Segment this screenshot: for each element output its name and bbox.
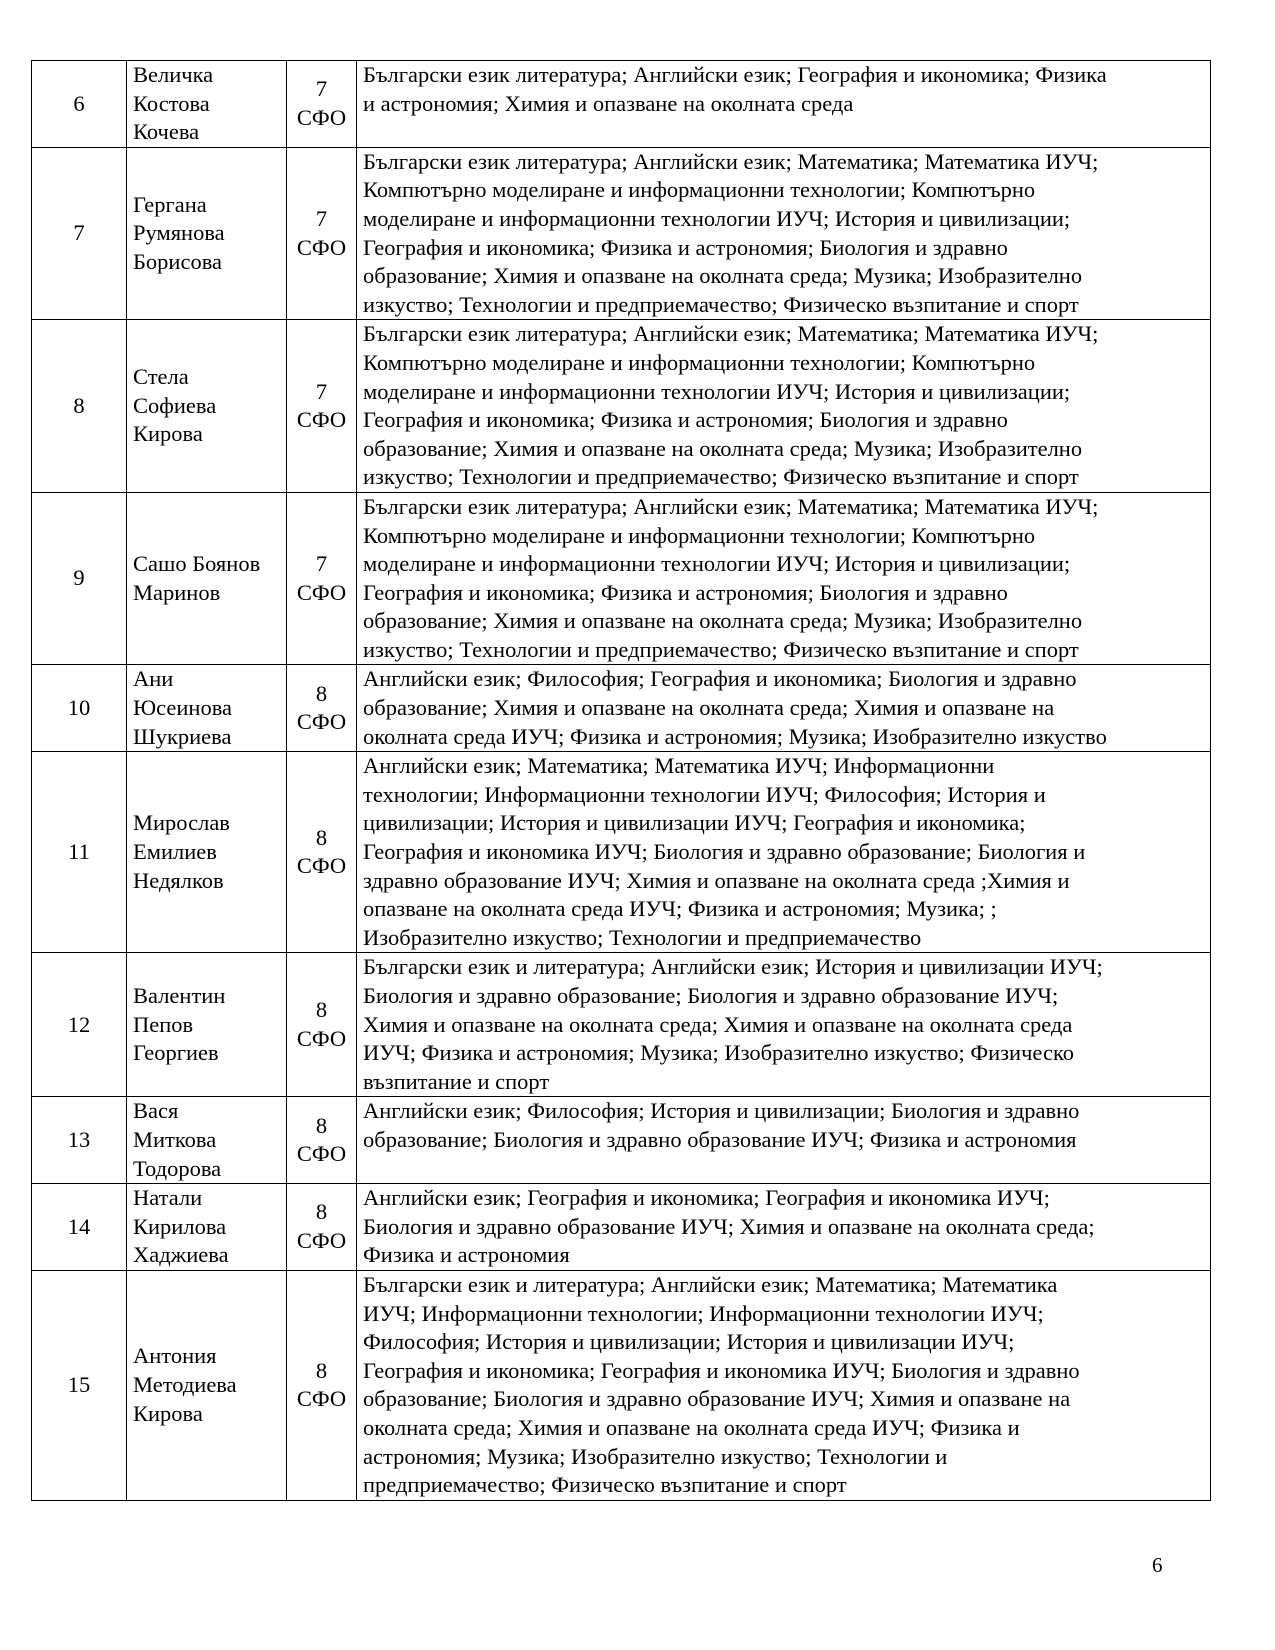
teacher-name-line: Кирилова (133, 1213, 227, 1239)
table-row (32, 147, 1211, 320)
teacher-name-line: Недялков (133, 867, 224, 893)
teacher-name-line: Пепов (133, 1011, 194, 1037)
subjects-list-line: изкуство; Технологии и предприемачество; Физическо възпитание и спорт (363, 636, 1079, 662)
teacher-name (127, 1097, 287, 1184)
subjects-list-line: технологии; Информационни технологии ИУЧ; Философия; История и (363, 781, 1046, 807)
teacher-name-line: Емилиев (133, 839, 217, 865)
class-group-line: СФО (296, 1228, 347, 1254)
class-group-line: СФО (296, 1386, 347, 1412)
table-row (32, 665, 1211, 752)
subjects-list-line: моделиране и информационни технологии ИУЧ; История и цивилизации; (363, 551, 1071, 577)
teacher-name-line: Величка (133, 62, 214, 87)
class-group (287, 61, 357, 148)
teacher-name-line: Борисова (133, 248, 223, 274)
teacher-name-line: Валентин (133, 983, 226, 1008)
teacher-name (127, 61, 287, 148)
subjects-list-line: околната среда; Химия и опазване на околната среда ИУЧ; Физика и (363, 1414, 1020, 1440)
table-row (32, 752, 1211, 953)
teacher-name-line: Софиева (133, 392, 217, 418)
subjects-list-line: География и икономика; Физика и астрономия; Биология и здравно (363, 579, 1008, 605)
teacher-name-line: Мирослав (133, 810, 230, 836)
subjects-list-line: опазване на околната среда ИУЧ; Физика и астрономия; Музика; ; (363, 896, 997, 922)
subjects-list-line: География и икономика; Физика и астрономия; Биология и здравно (363, 234, 1008, 260)
subjects-list-line: моделиране и информационни технологии ИУЧ; История и цивилизации; (363, 378, 1071, 404)
subjects-list (357, 147, 1211, 320)
subjects-list-line: Английски език; Философия; География и икономика; Биология и здравно (363, 666, 1077, 692)
teacher-name-line: Кирова (133, 421, 203, 447)
teacher-name (127, 1270, 287, 1500)
table-row (32, 953, 1211, 1097)
subjects-list (357, 492, 1211, 665)
subjects-list-line: и астрономия; Химия и опазване на околната среда (363, 90, 854, 116)
class-group-line: 7 (315, 205, 328, 231)
teachers-subjects-table (31, 60, 1211, 1501)
page-number: 6 (1152, 1553, 1163, 1577)
subjects-list (357, 1270, 1211, 1500)
subjects-list-line: образование; Химия и опазване на околната среда; Музика; Изобразително (363, 608, 1083, 634)
row-number: 10 (32, 665, 127, 752)
class-group-line: 8 (315, 997, 328, 1023)
teacher-name-line: Ани (133, 666, 174, 692)
subjects-list (357, 752, 1211, 953)
subjects-list-line: Български език литература; Английски език; Математика; Математика ИУЧ; (363, 493, 1099, 519)
teacher-name (127, 752, 287, 953)
table-body (32, 61, 1211, 1501)
class-group-line: СФО (296, 1025, 347, 1051)
subjects-list-line: образование; Химия и опазване на околната среда; Химия и опазване на (363, 695, 1055, 721)
teacher-name (127, 1184, 287, 1271)
row-number: 8 (32, 320, 127, 493)
teacher-name (127, 953, 287, 1097)
teacher-name-line: Хаджиева (133, 1242, 229, 1268)
row-number: 7 (32, 147, 127, 320)
subjects-list-line: Български език и литература; Английски език; Математика; Математика (363, 1271, 1058, 1297)
subjects-list-line: образование; Биология и здравно образование ИУЧ; Химия и опазване на (363, 1386, 1071, 1412)
class-group-line: 7 (315, 378, 328, 404)
class-group-line: 8 (315, 1199, 328, 1225)
subjects-list-line: Философия; История и цивилизации; История и цивилизации ИУЧ; (363, 1329, 1015, 1355)
table-row (32, 320, 1211, 493)
class-group (287, 752, 357, 953)
subjects-list (357, 61, 1211, 148)
row-number: 13 (32, 1097, 127, 1184)
class-group-line: СФО (296, 407, 347, 433)
subjects-list-line: Биология и здравно образование ИУЧ; Химия и опазване на околната среда; (363, 1213, 1095, 1239)
subjects-list-line: образование; Биология и здравно образование ИУЧ; Физика и астрономия (363, 1126, 1077, 1152)
subjects-list-line: околната среда ИУЧ; Физика и астрономия; Музика; Изобразително изкуство (363, 723, 1107, 749)
teacher-name-line: Стела (133, 364, 189, 390)
row-number: 12 (32, 953, 127, 1097)
subjects-list-line: здравно образование ИУЧ; Химия и опазване на околната среда ;Химия и (363, 867, 1070, 893)
row-number: 15 (32, 1270, 127, 1500)
teacher-name-line: Тодорова (133, 1155, 222, 1181)
class-group-line: 8 (315, 1112, 328, 1138)
class-group-line: СФО (296, 853, 347, 879)
class-group (287, 665, 357, 752)
subjects-list-line: Компютърно моделиране и информационни технологии; Компютърно (363, 177, 1036, 203)
class-group-line: 7 (315, 76, 328, 102)
teacher-name-line: Гергана (133, 191, 207, 217)
teacher-name (127, 147, 287, 320)
class-group (287, 1270, 357, 1500)
teacher-name (127, 320, 287, 493)
table-row (32, 1097, 1211, 1184)
subjects-list-line: Компютърно моделиране и информационни технологии; Компютърно (363, 522, 1036, 548)
subjects-list-line: изкуство; Технологии и предприемачество; Физическо възпитание и спорт (363, 291, 1079, 317)
subjects-list-line: География и икономика; География и икономика ИУЧ; Биология и здравно (363, 1357, 1080, 1383)
class-group-line: СФО (296, 104, 347, 130)
subjects-list-line: Химия и опазване на околната среда; Химия и опазване на околната среда (363, 1011, 1073, 1037)
teacher-name-line: Шукриева (133, 723, 232, 749)
class-group-line: СФО (296, 579, 347, 605)
teacher-name-line: Костова (133, 90, 210, 116)
subjects-list-line: География и икономика; Физика и астрономия; Биология и здравно (363, 407, 1008, 433)
teacher-name (127, 492, 287, 665)
subjects-list-line: Физика и астрономия (363, 1242, 570, 1268)
subjects-list-line: образование; Химия и опазване на околната среда; Музика; Изобразително (363, 263, 1083, 289)
table-row (32, 1184, 1211, 1271)
subjects-list-line: Английски език; Философия; История и цивилизации; Биология и здравно (363, 1098, 1080, 1124)
teacher-name-line: Румянова (133, 220, 225, 246)
subjects-list-line: моделиране и информационни технологии ИУЧ; История и цивилизации; (363, 205, 1071, 231)
subjects-list-line: Изобразително изкуство; Технологии и предприемачество (363, 924, 922, 950)
row-number: 14 (32, 1184, 127, 1271)
teacher-name-line: Кирова (133, 1400, 203, 1426)
teacher-name-line: Сашо Боянов (133, 551, 261, 577)
subjects-list-line: География и икономика ИУЧ; Биология и здравно образование; Биология и (363, 839, 1086, 865)
teacher-name-line: Миткова (133, 1126, 217, 1152)
subjects-list (357, 1184, 1211, 1271)
subjects-list-line: изкуство; Технологии и предприемачество; Физическо възпитание и спорт (363, 464, 1079, 490)
subjects-list-line: Английски език; Математика; Математика ИУЧ; Информационни (363, 753, 995, 779)
class-group (287, 953, 357, 1097)
teacher-name-line: Методиева (133, 1372, 237, 1398)
class-group-line: СФО (296, 709, 347, 735)
teacher-name-line: Антония (133, 1343, 217, 1369)
teacher-name (127, 665, 287, 752)
teacher-name-line: Маринов (133, 579, 221, 605)
subjects-list-line: възпитание и спорт (363, 1068, 550, 1094)
subjects-list (357, 665, 1211, 752)
teacher-name-line: Георгиев (133, 1040, 219, 1066)
table-row (32, 492, 1211, 665)
teacher-name-line: Вася (133, 1098, 179, 1124)
row-number: 9 (32, 492, 127, 665)
subjects-list-line: Биология и здравно образование; Биология и здравно образование ИУЧ; (363, 983, 1059, 1008)
table-row (32, 61, 1211, 148)
subjects-list-line: предприемачество; Физическо възпитание и спорт (363, 1472, 847, 1498)
subjects-list-line: Български език литература; Английски език; География и икономика; Физика (363, 62, 1107, 87)
class-group-line: 8 (315, 680, 328, 706)
subjects-list-line: Компютърно моделиране и информационни технологии; Компютърно (363, 349, 1036, 375)
subjects-list-line: ИУЧ; Информационни технологии; Информационни технологии ИУЧ; (363, 1300, 1044, 1326)
class-group (287, 147, 357, 320)
table-row (32, 1270, 1211, 1500)
subjects-list (357, 320, 1211, 493)
class-group-line: 8 (315, 1357, 328, 1383)
row-number: 11 (32, 752, 127, 953)
class-group-line: СФО (296, 1141, 347, 1167)
teacher-name-line: Кочева (133, 119, 200, 145)
subjects-list-line: Български език литература; Английски език; Математика; Математика ИУЧ; (363, 148, 1099, 174)
subjects-list (357, 1097, 1211, 1184)
class-group (287, 492, 357, 665)
teacher-name-line: Натали (133, 1185, 203, 1211)
row-number: 6 (32, 61, 127, 148)
class-group (287, 1184, 357, 1271)
class-group-line: 8 (315, 824, 328, 850)
subjects-list-line: образование; Химия и опазване на околната среда; Музика; Изобразително (363, 435, 1083, 461)
subjects-list-line: Български език и литература; Английски език; История и цивилизации ИУЧ; (363, 954, 1103, 980)
subjects-list-line: цивилизации; История и цивилизации ИУЧ; География и икономика; (363, 810, 1026, 836)
subjects-list-line: Английски език; География и икономика; География и икономика ИУЧ; (363, 1185, 1050, 1211)
teacher-name-line: Юсеинова (133, 695, 233, 721)
subjects-list-line: Български език литература; Английски език; Математика; Математика ИУЧ; (363, 321, 1099, 347)
class-group (287, 320, 357, 493)
subjects-list (357, 953, 1211, 1097)
class-group (287, 1097, 357, 1184)
class-group-line: 7 (315, 551, 328, 577)
subjects-list-line: астрономия; Музика; Изобразително изкуство; Технологии и (363, 1443, 948, 1469)
class-group-line: СФО (296, 234, 347, 260)
subjects-list-line: ИУЧ; Физика и астрономия; Музика; Изобразително изкуство; Физическо (363, 1040, 1074, 1066)
